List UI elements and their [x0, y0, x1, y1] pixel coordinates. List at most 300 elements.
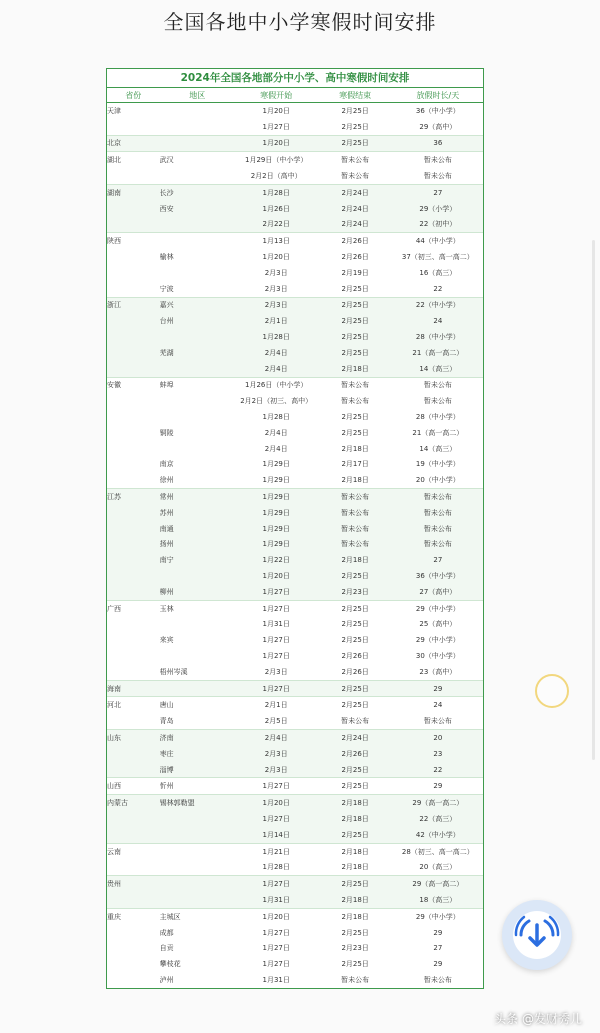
table-row: [107, 795, 483, 811]
cell-end: 2月25日: [318, 600, 393, 616]
cell-start: 2月5日: [264, 717, 288, 726]
table-row: [107, 648, 483, 664]
cell-duration: 20（中小学）: [415, 476, 460, 485]
cell-region: 西安: [160, 201, 235, 217]
cell-province: [107, 441, 160, 457]
cell-province: [107, 648, 160, 664]
cell-start: 1月27日: [262, 651, 290, 660]
cell-region: 榆林: [159, 253, 174, 262]
cell-duration: 29: [393, 778, 483, 795]
cell-duration: 22: [433, 284, 443, 293]
cell-province: 内蒙古: [107, 795, 160, 811]
cell-end: 暂未公布: [318, 521, 393, 537]
table-row: [107, 297, 483, 313]
cell-duration: 28（初三、高一高二）: [393, 843, 483, 859]
cell-duration: 24: [393, 313, 483, 329]
table-row: [107, 265, 483, 281]
table-title: 2024年全国各地部分中小学、高中寒假时间安排: [107, 69, 483, 88]
cell-duration: 27: [393, 184, 483, 200]
cell-region: [160, 135, 235, 152]
cell-province: [107, 329, 160, 345]
cell-province: [107, 313, 160, 329]
cell-region: [160, 859, 235, 875]
cell-start: 1月20日: [235, 568, 318, 584]
cell-end: 2月25日: [318, 329, 393, 345]
holiday-table: [106, 68, 484, 989]
cell-province: 陕西: [107, 233, 160, 249]
cell-start: 1月20日: [235, 908, 318, 924]
table-row: [107, 103, 483, 119]
cell-province: [107, 972, 160, 988]
cell-duration: 27: [433, 944, 443, 953]
table-row: [107, 617, 483, 633]
cell-province: [107, 827, 160, 843]
table-row: [107, 664, 483, 680]
cell-region: 宁波: [159, 284, 174, 293]
cell-start: 1月27日: [262, 636, 290, 645]
table-row: [107, 281, 483, 297]
cell-duration: 22（高三）: [393, 811, 483, 827]
cell-region: 常州: [160, 489, 235, 505]
cell-province: [107, 425, 160, 441]
cell-region: 梧州岑溪: [159, 667, 188, 676]
cell-end: 2月24日: [318, 217, 393, 233]
cell-province: [107, 168, 160, 184]
cell-duration: 29: [433, 960, 443, 969]
cell-region: 来宾: [159, 636, 174, 645]
cell-region: [160, 648, 235, 664]
cell-region: [160, 393, 235, 409]
table-row: [107, 184, 483, 200]
cell-start: 1月29日: [262, 460, 290, 469]
cell-province: [107, 859, 160, 875]
cell-province: [107, 521, 160, 537]
cell-region: 芜湖: [160, 345, 235, 361]
cell-province: 广西: [107, 600, 160, 616]
table-row: [107, 956, 483, 972]
cell-region: [160, 217, 235, 233]
table-row: [107, 119, 483, 135]
cell-region: [160, 103, 235, 119]
cell-start: 1月29日: [235, 489, 318, 505]
cell-province: [107, 345, 160, 361]
cell-start: 1月27日: [235, 584, 318, 600]
table-row: [107, 217, 483, 233]
cell-end: 2月25日: [318, 778, 393, 795]
cell-end: 2月25日: [318, 345, 393, 361]
cell-start: 2月3日: [264, 284, 288, 293]
cell-duration: 29（中小学）: [393, 908, 483, 924]
table-row: [107, 361, 483, 377]
holiday-table-grid: [107, 88, 483, 988]
table-row: [107, 168, 483, 184]
table-row: [107, 746, 483, 762]
cell-end: 2月25日: [318, 103, 393, 119]
table-row: [107, 876, 483, 892]
table-row: [107, 377, 483, 393]
cell-duration: 36（中小学）: [393, 103, 483, 119]
cell-start: 2月4日: [264, 444, 288, 453]
table-row: [107, 393, 483, 409]
cell-duration: 14（高三）: [393, 361, 483, 377]
cell-region: [160, 827, 235, 843]
cell-province: 北京: [107, 135, 160, 152]
cell-end: 暂未公布: [341, 717, 370, 726]
cell-province: [107, 956, 160, 972]
cell-duration: 29: [433, 928, 443, 937]
cell-province: [107, 568, 160, 584]
header-region: 地区: [160, 88, 235, 103]
cell-region: 枣庄: [160, 746, 235, 762]
cell-duration: 24: [393, 697, 483, 713]
cell-start: 2月22日: [235, 217, 318, 233]
cell-end: 2月25日: [341, 284, 369, 293]
page-title: 全国各地中小学寒假时间安排: [163, 10, 437, 34]
cell-end: 2月26日: [341, 667, 369, 676]
cell-end: 2月18日: [318, 795, 393, 811]
cell-duration: 22: [393, 762, 483, 778]
cell-duration: 暂未公布: [423, 397, 452, 406]
cell-start: 2月1日: [235, 697, 318, 713]
cell-province: 湖南: [107, 184, 160, 200]
header-start: 寒假开始: [235, 88, 318, 103]
cell-region: [160, 811, 235, 827]
cell-start: 2月2日（高中）: [250, 172, 302, 181]
cell-start: 1月27日: [235, 778, 318, 795]
cell-region: [160, 119, 235, 135]
cell-end: 2月23日: [341, 944, 369, 953]
cell-start: 2月2日（初三、高中）: [240, 397, 313, 406]
cell-duration: 18（高三）: [393, 892, 483, 908]
cell-duration: 20: [393, 730, 483, 746]
cell-start: 2月3日: [235, 746, 318, 762]
cell-province: [107, 119, 160, 135]
cell-region: 南京: [159, 460, 174, 469]
cell-region: 忻州: [160, 778, 235, 795]
cell-region: [160, 617, 235, 633]
cell-duration: 22（中小学）: [393, 297, 483, 313]
cell-end: 2月19日: [341, 268, 369, 277]
cell-region: 嘉兴: [160, 297, 235, 313]
cell-duration: 20（高三）: [419, 863, 457, 872]
cell-start: 1月21日: [235, 843, 318, 859]
cell-province: 江苏: [107, 489, 160, 505]
cell-province: 山东: [107, 730, 160, 746]
cell-province: [107, 811, 160, 827]
cell-region: 蚌埠: [160, 377, 235, 393]
cell-province: 湖北: [107, 152, 160, 168]
cell-start: 2月3日: [264, 268, 288, 277]
cell-end: 2月24日: [318, 184, 393, 200]
cell-province: [107, 925, 160, 941]
cell-end: 2月18日: [318, 552, 393, 568]
table-row: [107, 892, 483, 908]
cell-duration: 19（中小学）: [415, 460, 460, 469]
cell-region: [160, 680, 235, 697]
table-row: [107, 201, 483, 217]
table-row: [107, 552, 483, 568]
header-end: 寒假结束: [318, 88, 393, 103]
header-duration: 放假时长/天: [393, 88, 483, 103]
floating-ring-icon[interactable]: [535, 674, 569, 708]
table-row: [107, 600, 483, 616]
cell-end: 2月18日: [341, 863, 369, 872]
cell-duration: 14（高三）: [419, 444, 457, 453]
cell-duration: 暂未公布: [393, 377, 483, 393]
cell-duration: 29（高中）: [419, 122, 457, 131]
table-row: [107, 233, 483, 249]
cell-duration: 37（初三、高一高二）: [401, 253, 474, 262]
cell-duration: 暂未公布: [423, 975, 452, 984]
cell-duration: 27: [393, 552, 483, 568]
table-row: [107, 697, 483, 713]
cell-duration: 29（中小学）: [393, 600, 483, 616]
table-row: [107, 249, 483, 265]
cell-region: [160, 568, 235, 584]
table-row: [107, 505, 483, 521]
cell-start: 2月4日: [235, 730, 318, 746]
cell-end: 暂未公布: [341, 397, 370, 406]
cell-start: 1月26日: [235, 201, 318, 217]
cell-start: 2月4日: [235, 361, 318, 377]
cell-region: 自贡: [159, 944, 174, 953]
cell-end: 2月18日: [318, 843, 393, 859]
table-row: [107, 313, 483, 329]
table-row: [107, 425, 483, 441]
cell-region: 成都: [159, 928, 174, 937]
table-row: [107, 135, 483, 152]
cell-region: 锡林郭勒盟: [160, 795, 235, 811]
table-row: [107, 859, 483, 875]
cell-duration: 暂未公布: [393, 152, 483, 168]
cell-start: 2月4日: [235, 345, 318, 361]
cell-duration: 29（中小学）: [415, 636, 460, 645]
cell-end: 2月25日: [318, 313, 393, 329]
download-icon: [502, 900, 572, 970]
cell-start: 2月1日: [235, 313, 318, 329]
cell-end: 2月24日: [318, 201, 393, 217]
cell-end: 2月25日: [318, 697, 393, 713]
watermark: 头条 @发财秀儿: [494, 1012, 582, 1026]
cell-start: 2月3日: [264, 667, 288, 676]
cell-region: [160, 329, 235, 345]
cell-region: 南通: [160, 521, 235, 537]
cell-start: 1月27日: [262, 928, 290, 937]
cell-end: 暂未公布: [318, 377, 393, 393]
cell-end: 2月25日: [341, 428, 369, 437]
cell-province: [107, 537, 160, 553]
cell-end: 暂未公布: [318, 537, 393, 553]
table-row: [107, 409, 483, 425]
cell-region: 徐州: [159, 476, 174, 485]
cell-province: [107, 940, 160, 956]
cell-region: 铜陵: [159, 428, 174, 437]
cell-province: [107, 552, 160, 568]
table-row: [107, 680, 483, 697]
cell-province: [107, 632, 160, 648]
cell-duration: 25（高中）: [419, 620, 457, 629]
table-row: [107, 908, 483, 924]
table-row: [107, 713, 483, 729]
cell-province: [107, 201, 160, 217]
cell-region: [160, 843, 235, 859]
cell-region: 玉林: [160, 600, 235, 616]
cell-region: [160, 409, 235, 425]
cell-province: 安徽: [107, 377, 160, 393]
cell-province: [107, 472, 160, 488]
cell-province: [107, 617, 160, 633]
cell-end: 暂未公布: [318, 489, 393, 505]
cell-region: [160, 441, 235, 457]
table-row: [107, 329, 483, 345]
cell-start: 1月27日: [262, 944, 290, 953]
cell-start: 1月22日: [235, 552, 318, 568]
cell-province: [107, 505, 160, 521]
cell-region: [160, 168, 235, 184]
table-header-row: [107, 88, 483, 103]
cell-end: 2月25日: [318, 297, 393, 313]
cell-duration: 36: [393, 135, 483, 152]
cell-province: 山西: [107, 778, 160, 795]
cell-end: 2月18日: [341, 444, 369, 453]
cell-end: 2月26日: [341, 253, 369, 262]
cell-end: 2月25日: [318, 827, 393, 843]
cell-duration: 23: [393, 746, 483, 762]
cell-duration: 23（高中）: [419, 667, 457, 676]
cell-end: 2月25日: [341, 636, 369, 645]
cell-start: 1月28日: [235, 184, 318, 200]
cell-duration: 暂未公布: [423, 172, 452, 181]
cell-province: 贵州: [107, 876, 160, 892]
cell-duration: 27（高中）: [393, 584, 483, 600]
cell-end: 2月25日: [341, 928, 369, 937]
cell-region: 武汉: [160, 152, 235, 168]
cell-duration: 29（小学）: [393, 201, 483, 217]
cell-duration: 22（初中）: [393, 217, 483, 233]
cell-end: 2月26日: [341, 651, 369, 660]
cell-province: [107, 664, 160, 680]
table-row: [107, 811, 483, 827]
cell-end: 2月24日: [318, 730, 393, 746]
table-row: [107, 972, 483, 988]
table-row: [107, 537, 483, 553]
cell-end: 2月25日: [341, 122, 369, 131]
cell-region: 唐山: [160, 697, 235, 713]
cell-province: 浙江: [107, 297, 160, 313]
cell-start: 1月29日: [235, 505, 318, 521]
cell-duration: 29（高一高二）: [393, 876, 483, 892]
cell-province: 河北: [107, 697, 160, 713]
cell-province: [107, 393, 160, 409]
cell-province: [107, 762, 160, 778]
cell-start: 2月4日: [264, 428, 288, 437]
cell-end: 2月18日: [341, 476, 369, 485]
cell-duration: 30（中小学）: [415, 651, 460, 660]
cell-province: 云南: [107, 843, 160, 859]
cell-region: [160, 265, 235, 281]
cell-province: [107, 249, 160, 265]
cell-start: 1月20日: [235, 135, 318, 152]
cell-start: 1月27日: [235, 600, 318, 616]
cell-end: 2月17日: [341, 460, 369, 469]
cell-start: 1月29日: [262, 476, 290, 485]
cell-region: [160, 876, 235, 892]
cell-start: 1月29日: [235, 537, 318, 553]
cell-end: 暂未公布: [341, 172, 370, 181]
cell-region: 扬州: [160, 537, 235, 553]
cell-start: 1月29日: [235, 521, 318, 537]
cell-region: 柳州: [160, 584, 235, 600]
cell-duration: 暂未公布: [393, 537, 483, 553]
table-row: [107, 521, 483, 537]
cell-end: 2月26日: [318, 746, 393, 762]
table-row: [107, 152, 483, 168]
cell-duration: 21（高一高二）: [412, 428, 464, 437]
cell-end: 2月25日: [341, 413, 369, 422]
cell-start: 1月29日（中小学）: [235, 152, 318, 168]
download-button[interactable]: [502, 900, 572, 970]
cell-start: 2月3日: [235, 297, 318, 313]
cell-start: 1月28日: [262, 413, 290, 422]
table-row: [107, 925, 483, 941]
cell-duration: 28（中小学）: [415, 413, 460, 422]
cell-start: 1月26日（中小学）: [235, 377, 318, 393]
cell-region: 青岛: [159, 717, 174, 726]
cell-duration: 28（中小学）: [393, 329, 483, 345]
cell-start: 1月31日: [235, 892, 318, 908]
table-row: [107, 940, 483, 956]
cell-duration: 暂未公布: [423, 717, 452, 726]
cell-end: 2月25日: [318, 762, 393, 778]
cell-start: 2月3日: [235, 762, 318, 778]
table-row: [107, 489, 483, 505]
cell-start: 1月27日: [262, 122, 290, 131]
table-row: [107, 457, 483, 473]
cell-end: 2月25日: [341, 960, 369, 969]
cell-province: [107, 281, 160, 297]
cell-region: 济南: [160, 730, 235, 746]
cell-region: [160, 233, 235, 249]
cell-duration: 16（高三）: [419, 268, 457, 277]
table-row: [107, 345, 483, 361]
cell-end: 暂未公布: [318, 505, 393, 521]
scrollbar[interactable]: [592, 240, 595, 760]
cell-start: 1月27日: [235, 811, 318, 827]
cell-end: 2月18日: [318, 908, 393, 924]
table-row: [107, 568, 483, 584]
cell-province: [107, 217, 160, 233]
cell-region: [160, 892, 235, 908]
cell-province: 海南: [107, 680, 160, 697]
table-row: [107, 730, 483, 746]
cell-duration: 29: [393, 680, 483, 697]
cell-duration: 44（中小学）: [393, 233, 483, 249]
table-row: [107, 472, 483, 488]
cell-start: 1月20日: [235, 103, 318, 119]
cell-region: 长沙: [160, 184, 235, 200]
cell-end: 暂未公布: [341, 975, 370, 984]
cell-province: [107, 584, 160, 600]
cell-end: 2月25日: [318, 135, 393, 152]
cell-end: 2月23日: [318, 584, 393, 600]
cell-province: [107, 265, 160, 281]
cell-province: 重庆: [107, 908, 160, 924]
table-row: [107, 778, 483, 795]
cell-region: 淄博: [160, 762, 235, 778]
cell-start: 1月27日: [235, 876, 318, 892]
table-body: [107, 103, 483, 988]
cell-duration: 暂未公布: [393, 489, 483, 505]
